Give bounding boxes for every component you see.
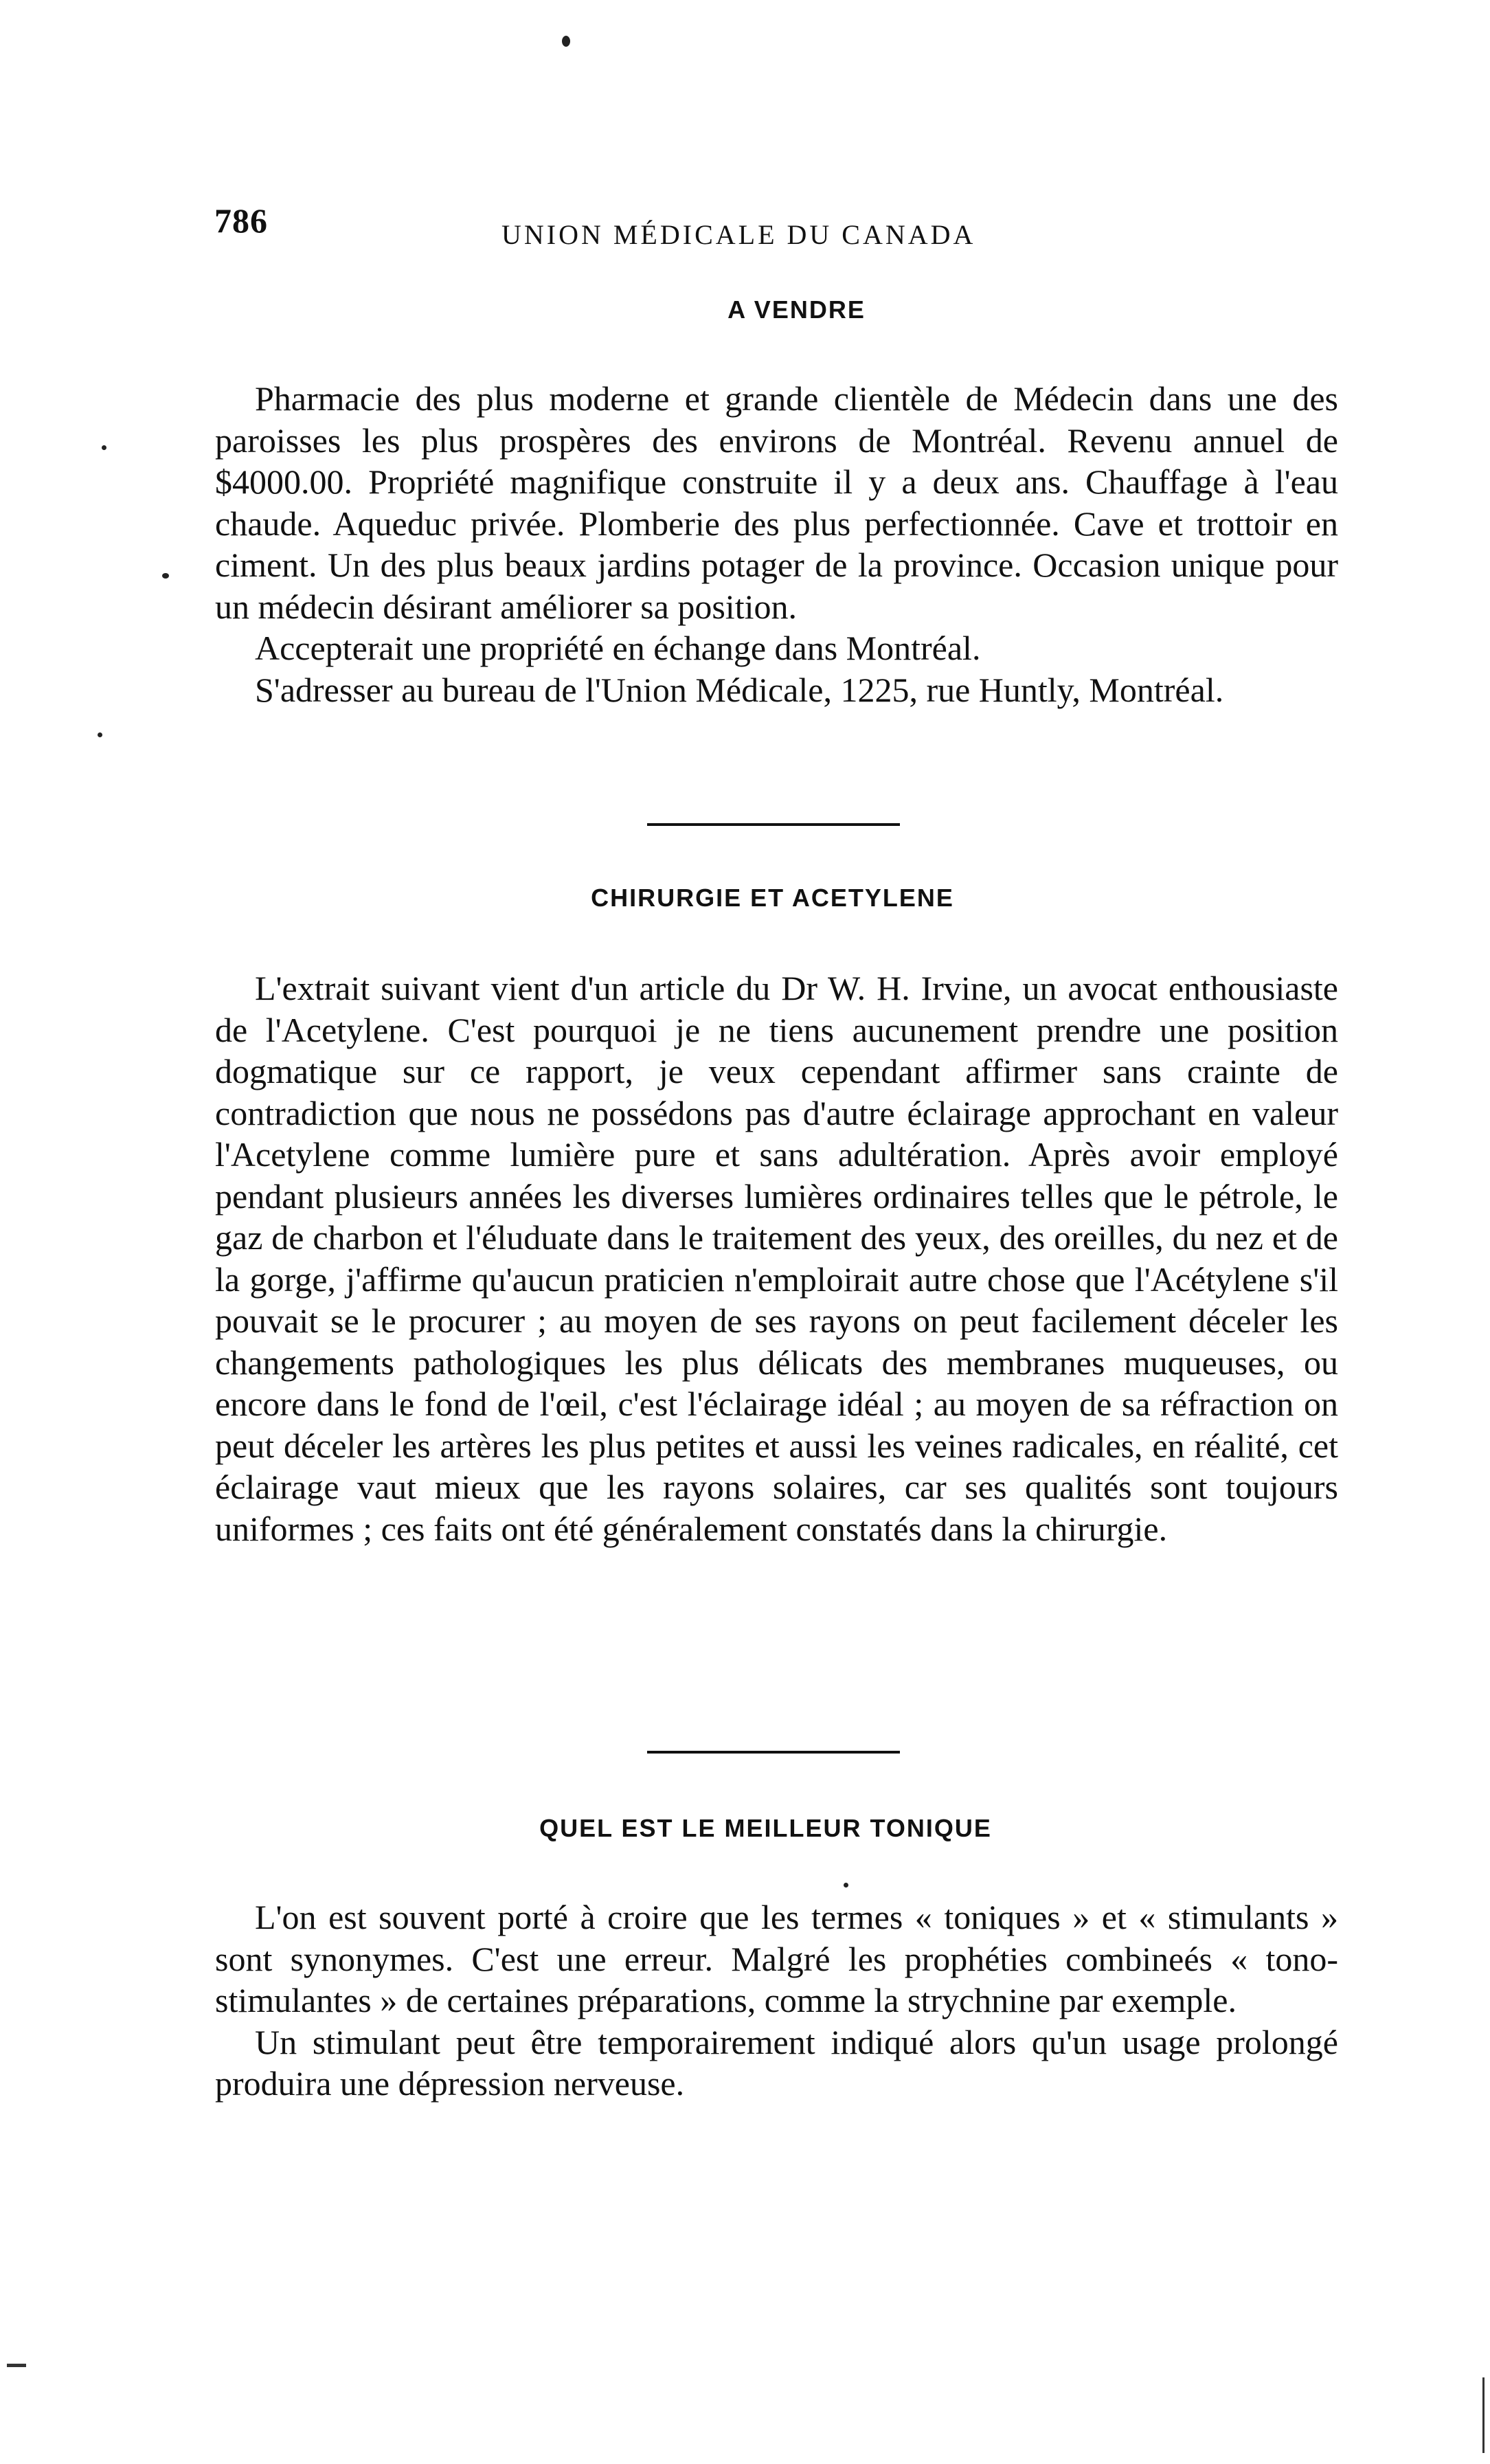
section-title-tonique: QUEL EST LE MEILLEUR TONIQUE: [539, 1814, 992, 1842]
scan-speck: [102, 445, 106, 450]
paragraph: S'adresser au bureau de l'Union Médicale, 1225, rue Huntly, Montréal.: [255, 670, 1224, 709]
paragraph: L'on est souvent porté à croire que les termes « toniques » et « stimulants » sont synonymes. C'est une erreur. Malgré les prophéties combineés « tono-stimulantes » de certaines préparations, comme la strychnine par exemple.: [215, 1898, 1338, 2019]
scan-speck: [98, 732, 102, 737]
paragraph: Pharmacie des plus moderne et grande clientèle de Médecin dans une des paroisses les plus prospères des environs de Montréal. Revenu annuel de $4000.00. Propriété magnifique construite il y a deux ans. Chauffage à l'eau chaude. Aqueduc privée. Plomberie des plus perfectionnée. Cave et trottoir en ciment. Un des plus beaux jardins potager de la province. Occasion unique pour un médecin désirant améliorer sa position.: [215, 379, 1338, 626]
paragraph: L'extrait suivant vient d'un article du Dr W. H. Irvine, un avocat enthousiaste de l'Acetylene. C'est pourquoi je ne tiens aucunement prendre une position dogmatique sur ce rapport, je veux cependant affirmer sans crainte de contradiction que nous ne possédons pas d'autre éclairage approchant en valeur l'Acetylene comme lumière pure et sans adultération. Après avoir employé pendant plusieurs années les diverses lumières ordinaires telles que le pétrole, le gaz de charbon et l'éluduate dans le traitement des yeux, des oreilles, du nez et de la gorge, j'affirme qu'aucun praticien n'emploirait autre chose que l'Acétylene s'il pouvait se le procurer ; au moyen de ses rayons on peut facilement déceler les changements pathologiques les plus délicats des membranes muqueuses, ou encore dans le fond de l'œil, c'est l'éclairage idéal ; au moyen de sa réfraction on peut déceler les artères les plus petites et aussi les veines radicales, en réalité, cet éclairage vaut mieux que les rayons solaires, car ses qualités sont toujours uniformes ; ces faits ont été généralement constatés dans la chirurgie.: [215, 969, 1338, 1548]
scan-edge-mark: [1482, 2377, 1485, 2453]
paragraph: Accepterait une propriété en échange dans Montréal.: [255, 629, 981, 667]
section-divider: [647, 823, 900, 826]
section-title-a-vendre: A VENDRE: [727, 295, 866, 324]
scan-speck: [562, 36, 570, 47]
paragraph: Un stimulant peut être temporairement indiqué alors qu'un usage prolongé produira une dépression nerveuse.: [215, 2022, 1338, 2103]
section-body-a-vendre: [215, 378, 1338, 710]
section-divider: [647, 1751, 900, 1754]
running-title: UNION MÉDICALE DU CANADA: [501, 219, 976, 250]
section-body-tonique: [215, 1896, 1338, 2105]
scan-speck: [162, 573, 169, 579]
scan-speck: [844, 1883, 848, 1888]
section-body-chirurgie: [215, 967, 1338, 1549]
scan-edge-mark: [7, 2364, 26, 2367]
page-number: 786: [214, 201, 268, 240]
section-title-chirurgie: CHIRURGIE ET ACETYLENE: [591, 884, 954, 912]
